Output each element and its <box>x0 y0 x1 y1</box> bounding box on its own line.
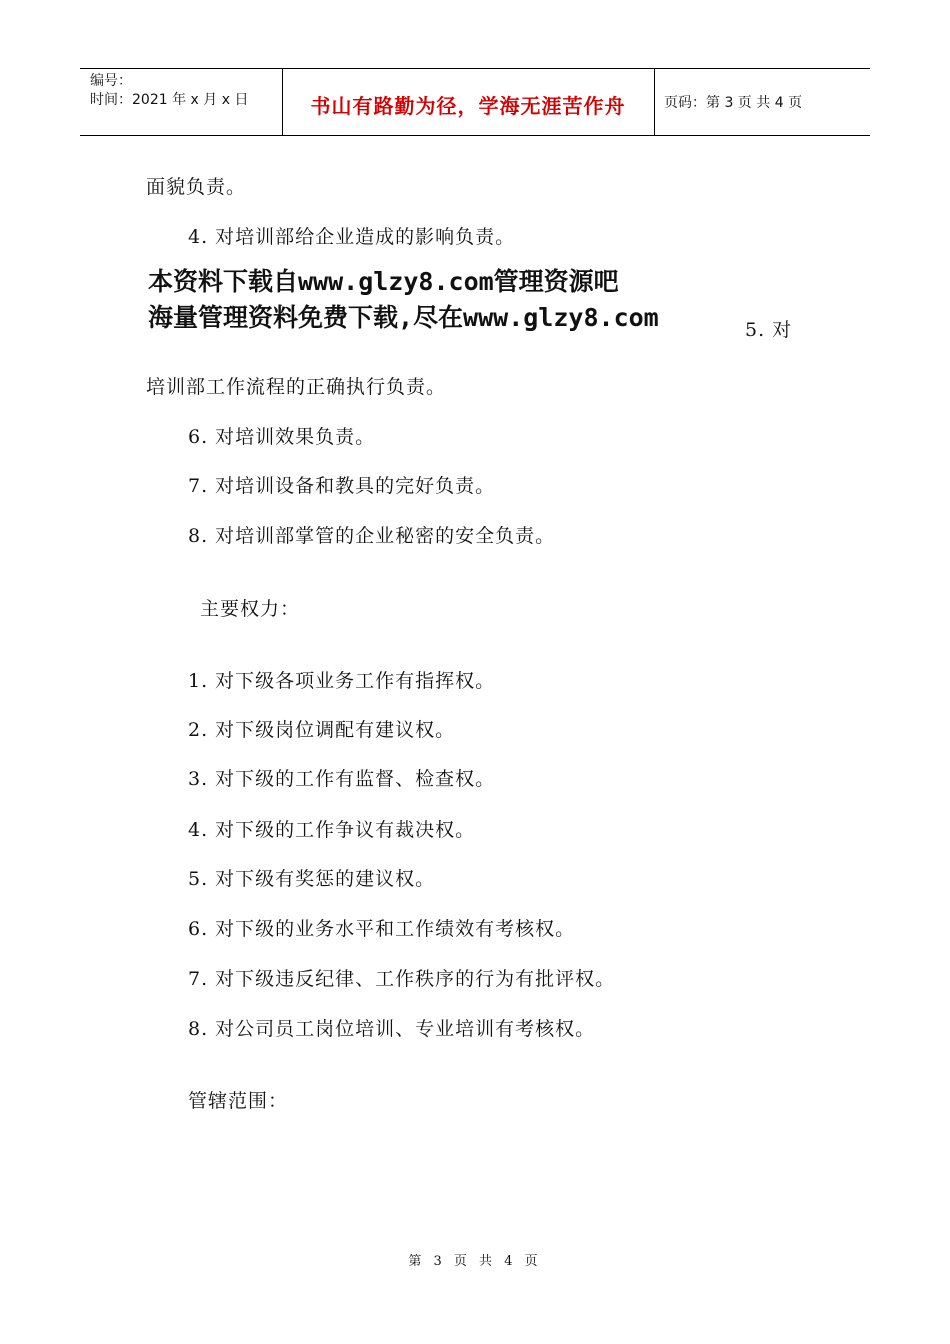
list-item: 3. 对下级的工作有监督、检查权。 <box>188 768 496 790</box>
list-item: 8. 对培训部掌管的企业秘密的安全负责。 <box>188 525 556 547</box>
time-label: 时间：2021 年 x 月 x 日 <box>90 92 249 108</box>
ad-banner-line: 海量管理资料免费下载,尽在www.glzy8.com <box>148 303 659 332</box>
list-item: 6. 对培训效果负责。 <box>188 426 376 448</box>
list-item: 7. 对培训设备和教具的完好负责。 <box>188 475 496 497</box>
header-top-rule <box>80 68 870 69</box>
paragraph-line: 培训部工作流程的正确执行负责。 <box>146 376 447 398</box>
list-item: 2. 对下级岗位调配有建议权。 <box>188 719 456 741</box>
list-item: 4. 对培训部给企业造成的影响负责。 <box>188 226 516 248</box>
list-item: 5. 对下级有奖惩的建议权。 <box>188 868 436 890</box>
paragraph-line: 面貌负责。 <box>146 176 247 198</box>
list-item: 5. 对 <box>745 319 793 341</box>
header-meta <box>90 72 248 110</box>
section-heading: 管辖范围： <box>188 1090 289 1112</box>
page-header <box>80 68 870 135</box>
header-divider <box>654 68 655 135</box>
list-item: 8. 对公司员工岗位培训、专业培训有考核权。 <box>188 1018 596 1040</box>
header-motto: 书山有路勤为径，学海无涯苦作舟 <box>310 94 626 118</box>
ad-banner-line: 本资料下载自www.glzy8.com管理资源吧 <box>148 267 619 296</box>
list-item: 7. 对下级违反纪律、工作秩序的行为有批评权。 <box>188 968 616 990</box>
list-item: 4. 对下级的工作争议有裁决权。 <box>188 819 476 841</box>
list-item: 1. 对下级各项业务工作有指挥权。 <box>188 670 496 692</box>
section-heading: 主要权力： <box>200 598 301 620</box>
page-footer: 第 3 页 共 4 页 <box>408 1254 542 1269</box>
list-item: 6. 对下级的业务水平和工作绩效有考核权。 <box>188 918 576 940</box>
number-label: 编号： <box>90 73 132 89</box>
header-bottom-rule <box>80 135 870 136</box>
header-page-info: 页码：第 3 页 共 4 页 <box>664 95 803 111</box>
